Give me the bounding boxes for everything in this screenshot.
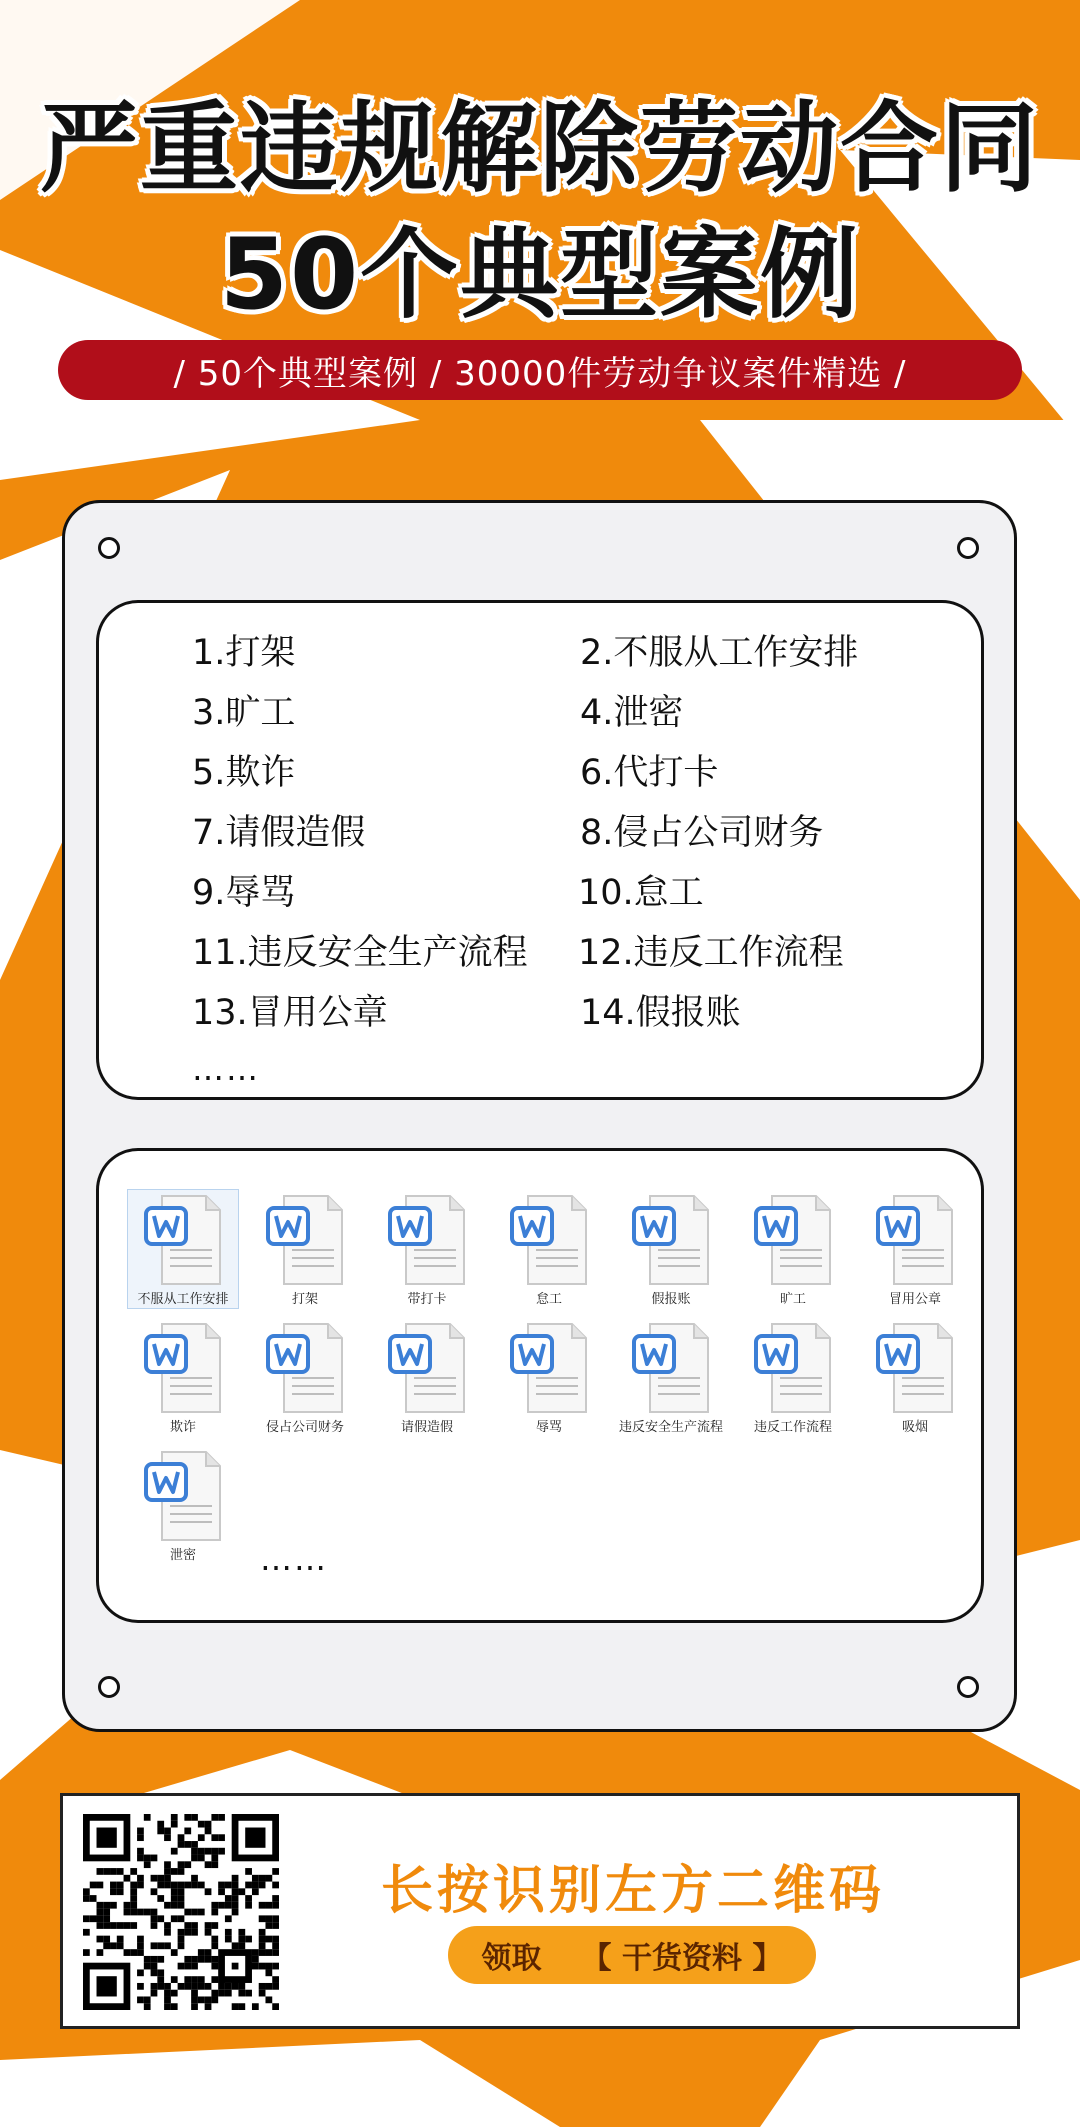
file-grid-more: …… [260,1540,328,1578]
file-name: 旷工 [779,1292,806,1307]
qr-section [60,1793,1020,2029]
word-document-icon [754,1322,832,1414]
file-name: 欺诈 [169,1420,196,1435]
file-item[interactable] [250,1318,360,1436]
panel-rivet [957,537,979,559]
file-name: 假报账 [651,1292,691,1307]
word-document-icon [876,1194,954,1286]
case-item: 10.怠工 [578,873,704,913]
file-item[interactable] [494,1190,604,1308]
word-document-icon [266,1322,344,1414]
file-item[interactable] [616,1318,726,1436]
file-name: 辱骂 [535,1420,562,1435]
file-item[interactable] [616,1190,726,1308]
materials-label: 【 干货资料 】 [581,1941,783,1976]
case-item: 14.假报账 [580,993,741,1033]
qr-instruction: 长按识别左方二维码 [381,1861,886,1921]
case-item: 3.旷工 [192,693,296,733]
file-name: 侵占公司财务 [265,1420,344,1435]
word-document-icon [388,1322,466,1414]
file-name: 不服从工作安排 [137,1292,229,1307]
file-item[interactable] [860,1190,970,1308]
panel-rivet [957,1676,979,1698]
case-item: 9.辱骂 [192,873,296,913]
file-item[interactable] [128,1318,238,1436]
case-item: 13.冒用公章 [192,993,388,1033]
file-item[interactable] [738,1190,848,1308]
file-name: 泄密 [169,1548,196,1563]
file-name: 违反安全生产流程 [618,1420,723,1435]
file-name: 吸烟 [901,1420,928,1435]
case-item: 1.打架 [192,633,296,673]
case-item: 7.请假造假 [192,813,366,853]
file-item[interactable] [372,1318,482,1436]
word-document-icon [754,1194,832,1286]
word-document-icon [876,1322,954,1414]
file-item[interactable] [372,1190,482,1308]
file-item[interactable] [860,1318,970,1436]
word-document-icon [266,1194,344,1286]
file-name: 冒用公章 [888,1292,941,1307]
case-item: 11.违反安全生产流程 [192,933,528,973]
word-document-icon [144,1322,222,1414]
case-item: 5.欺诈 [192,753,296,793]
title-line-2: 50个典型案例 [219,218,861,332]
get-materials-button[interactable] [448,1926,816,1984]
case-list-more: …… [192,1050,260,1088]
file-item[interactable] [738,1318,848,1436]
file-item[interactable] [494,1318,604,1436]
panel-rivet [98,537,120,559]
file-item[interactable] [250,1190,360,1308]
title-line-1: 严重违规解除劳动合同 [39,92,1040,206]
case-item: 6.代打卡 [580,753,719,793]
word-document-icon [144,1194,222,1286]
word-document-icon [510,1194,588,1286]
file-name: 违反工作流程 [753,1420,832,1435]
word-document-icon [144,1450,222,1542]
case-item: 4.泄密 [580,693,684,733]
file-name: 打架 [291,1292,318,1307]
file-item[interactable] [128,1446,238,1564]
word-document-icon [632,1322,710,1414]
file-name: 带打卡 [407,1292,447,1307]
qr-code[interactable] [83,1814,279,2010]
get-label: 领取 [481,1941,542,1976]
word-document-icon [632,1194,710,1286]
word-document-icon [510,1322,588,1414]
case-item: 8.侵占公司财务 [580,813,824,853]
file-item[interactable] [128,1190,238,1308]
file-name: 怠工 [535,1292,562,1307]
case-item: 12.违反工作流程 [578,933,844,973]
panel-rivet [98,1676,120,1698]
subtitle-banner: / 50个典型案例 / 30000件劳动争议案件精选 / [58,340,1022,400]
case-item: 2.不服从工作安排 [580,633,859,673]
file-name: 请假造假 [400,1420,453,1435]
word-document-icon [388,1194,466,1286]
